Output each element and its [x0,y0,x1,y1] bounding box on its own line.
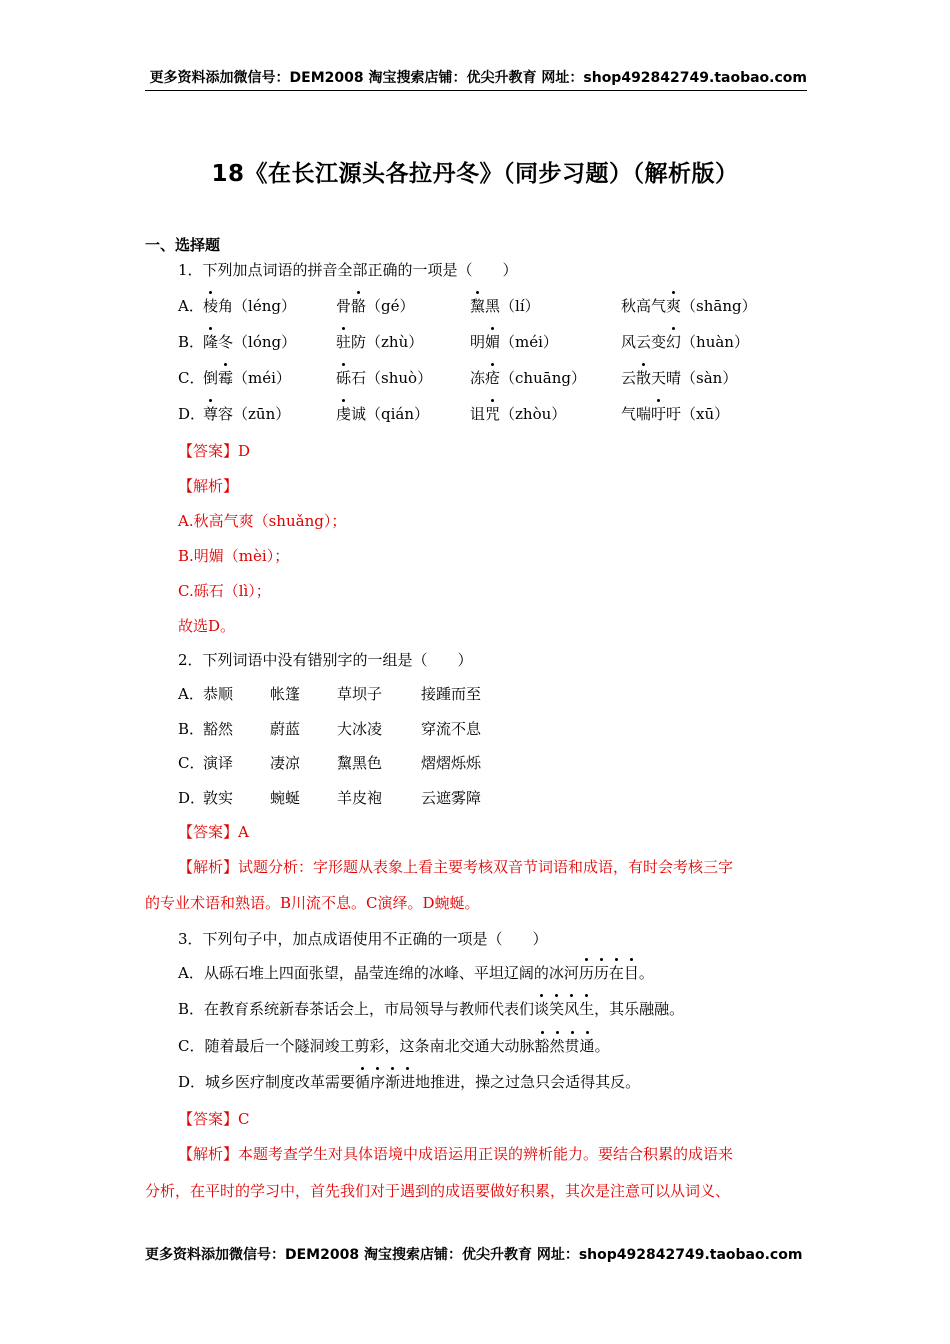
dotted-char: 隆 [203,333,219,351]
dotted-char: 砾 [336,369,352,387]
dotted-char: 贯 [564,1037,580,1055]
option-item: 演译 [203,754,234,772]
answer-value: C [238,1110,250,1128]
option-item: 豁然 [203,720,234,738]
option-label: B． [178,1000,205,1018]
q2-analysis-line1 [178,856,733,877]
item-text: 石（shuò） [351,369,433,387]
dotted-char: 历 [578,964,594,982]
dotted-char: 通 [579,1037,595,1055]
item-text: （méi） [233,369,291,387]
option-item [203,295,296,316]
option-item: 云遮雾障 [421,789,482,807]
option-sentence [178,998,684,1019]
option-item: 草坝子 [337,685,383,703]
item-text: 风云变 [621,333,667,351]
dotted-char: 谈 [534,1000,550,1018]
option-item [621,367,737,388]
sentence-text: 。 [594,1037,610,1055]
option-item: 接踵而至 [421,685,482,703]
q3-analysis-line2: 分析，在平时的学习中，首先我们对于遇到的成语要做好积累，其次是注意可以从词义、 [145,1182,731,1200]
q1-analysis-line: 故选D。 [178,617,236,635]
item-text: 容（zūn） [218,405,291,423]
item-text: 角（léng） [218,297,296,315]
option-label: A． [178,297,204,315]
option-item: 蜿蜒 [270,789,301,807]
item-text: （huàn） [681,333,749,351]
sentence-text: 在教育系统新春茶话会上，市局领导与教师代表们 [204,1000,535,1018]
option-item [470,403,566,424]
q3-analysis-line1 [178,1143,733,1164]
item-text: 气喘 [621,405,652,423]
sentence-text: 城乡医疗制度改革需要 [205,1073,356,1091]
item-text: （gé） [366,297,415,315]
item-text: 防（zhù） [351,333,424,351]
page-header: 更多资料添加微信号：DEM2008 淘宝搜索店铺：优尖升教育 网址：shop492842749.taobao.com [145,66,807,91]
option-label: A． [178,685,204,703]
dotted-char: 骼 [351,297,367,315]
option-label: D． [178,1073,206,1091]
option-item: 敦实 [203,789,234,807]
option-item: 凄凉 [270,754,301,772]
option-item: 帐篷 [270,685,301,703]
item-text: 诅 [470,405,486,423]
option-item: 穿流不息 [421,720,482,738]
dotted-idiom [579,964,639,982]
option-item [621,403,729,424]
option-item [470,367,586,388]
option-item [203,403,290,424]
option-label: D． [178,789,206,807]
sentence-text: 从砾石堆上四面张望，晶莹连绵的冰峰、平坦辽阔的冰河 [203,964,579,982]
dotted-char: 目 [623,964,639,982]
q2-stem: 2．下列词语中没有错别字的一组是（ ） [178,651,473,669]
option-item [336,331,423,352]
q2-answer [178,821,249,842]
item-text: 秋高气 [621,297,667,315]
dotted-char: 笑 [549,1000,565,1018]
dotted-char: 序 [370,1073,386,1091]
item-text: （shāng） [681,297,757,315]
answer-value: A [238,823,249,841]
option-label: B． [178,720,205,738]
dotted-char: 咒 [485,405,501,423]
option-item: 大冰凌 [337,720,383,738]
option-item [470,331,558,352]
dotted-char: 媚 [485,333,501,351]
analysis-tag: 【解析】 [178,858,239,876]
option-item [203,367,291,388]
dotted-char: 幻 [666,333,682,351]
item-text: 冬（lóng） [218,333,297,351]
dotted-char: 进 [400,1073,416,1091]
dotted-char: 疮 [485,369,501,387]
dotted-char: 生 [579,1000,595,1018]
analysis-tag: 【解析】 [178,1145,239,1163]
item-text: 冻 [470,369,486,387]
q3-stem: 3．下列句子中，加点成语使用不正确的一项是（ ） [178,930,548,948]
option-item: 黧黑色 [337,754,383,772]
dotted-char: 在 [608,964,624,982]
option-sentence [178,962,654,983]
item-text: 明 [470,333,486,351]
q1-stem: 1．下列加点词语的拼音全部正确的一项是（ ） [178,261,518,279]
option-label: A． [178,964,204,982]
item-text: 倒 [203,369,219,387]
option-item: 熠熠烁烁 [421,754,482,772]
sentence-text: ，其乐融融。 [594,1000,685,1018]
item-text: （zhòu） [500,405,567,423]
option-label: C． [178,1037,205,1055]
dotted-char: 散 [636,369,652,387]
dotted-char: 虔 [336,405,352,423]
option-label: D． [178,405,206,423]
sentence-text: 随着最后一个隧洞竣工剪彩，这条南北交通大动脉 [204,1037,535,1055]
dotted-char: 历 [593,964,609,982]
answer-tag: 【答案】 [178,442,239,460]
dotted-char: 驻 [336,333,352,351]
item-text: 黑（lí） [485,297,540,315]
item-text: 云 [621,369,637,387]
section-heading: 一、选择题 [145,236,221,254]
dotted-char: 风 [564,1000,580,1018]
option-item: 羊皮袍 [337,789,383,807]
dotted-char: 棱 [203,297,219,315]
q1-analysis-line: A.秋高气爽（shuǎng）； [178,512,347,530]
option-item [336,295,415,316]
dotted-idiom [534,1000,594,1018]
dotted-char: 霉 [218,369,234,387]
page-footer: 更多资料添加微信号：DEM2008 淘宝搜索店铺：优尖升教育 网址：shop492842749.taobao.com [145,1247,803,1263]
q1-analysis-line: B.明媚（mèi）； [178,547,290,565]
option-item [336,367,432,388]
dotted-char: 渐 [385,1073,401,1091]
sentence-text: 。 [638,964,654,982]
sentence-text: 地推进，操之过急只会适得其反。 [415,1073,641,1091]
dotted-idiom [535,1037,595,1055]
item-text: 吁（xū） [666,405,730,423]
item-text: 天晴（sàn） [651,369,738,387]
option-sentence [178,1035,610,1056]
answer-value: D [238,442,251,460]
option-item: 恭顺 [203,685,234,703]
q1-analysis-line: C.砾石（lì）； [178,582,271,600]
item-text: （chuāng） [500,369,586,387]
dotted-char: 爽 [666,297,682,315]
answer-tag: 【答案】 [178,823,239,841]
item-text: （méi） [500,333,558,351]
dotted-char: 吁 [651,405,667,423]
q2-analysis-line2: 的专业术语和熟语。B川流不息。C演绎。D蜿蜒。 [145,894,480,912]
option-item: 蔚蓝 [270,720,301,738]
analysis-text: 本题考查学生对具体语境中成语运用正误的辨析能力。要结合积累的成语来 [238,1145,734,1163]
item-text: 骨 [336,297,352,315]
dotted-char: 然 [549,1037,565,1055]
option-item [336,403,429,424]
option-item [621,331,749,352]
option-label: B． [178,333,205,351]
dotted-idiom [355,1073,415,1091]
q1-answer [178,440,250,461]
option-item [621,295,757,316]
option-label: C． [178,754,205,772]
option-item [470,295,540,316]
q3-answer [178,1108,250,1129]
option-label: C． [178,369,205,387]
answer-tag: 【答案】 [178,1110,239,1128]
item-text: 诚（qián） [351,405,430,423]
dotted-char: 豁 [534,1037,550,1055]
page-title: 18《在长江源头各拉丹冬》（同步习题）（解析版） [211,161,739,187]
dotted-char: 黧 [470,297,486,315]
q1-analysis-tag: 【解析】 [178,477,239,495]
dotted-char: 尊 [203,405,219,423]
analysis-text: 试题分析：字形题从表象上看主要考核双音节词语和成语，有时会考核三字 [238,858,734,876]
option-sentence [178,1071,640,1092]
dotted-char: 循 [355,1073,371,1091]
option-item [203,331,296,352]
